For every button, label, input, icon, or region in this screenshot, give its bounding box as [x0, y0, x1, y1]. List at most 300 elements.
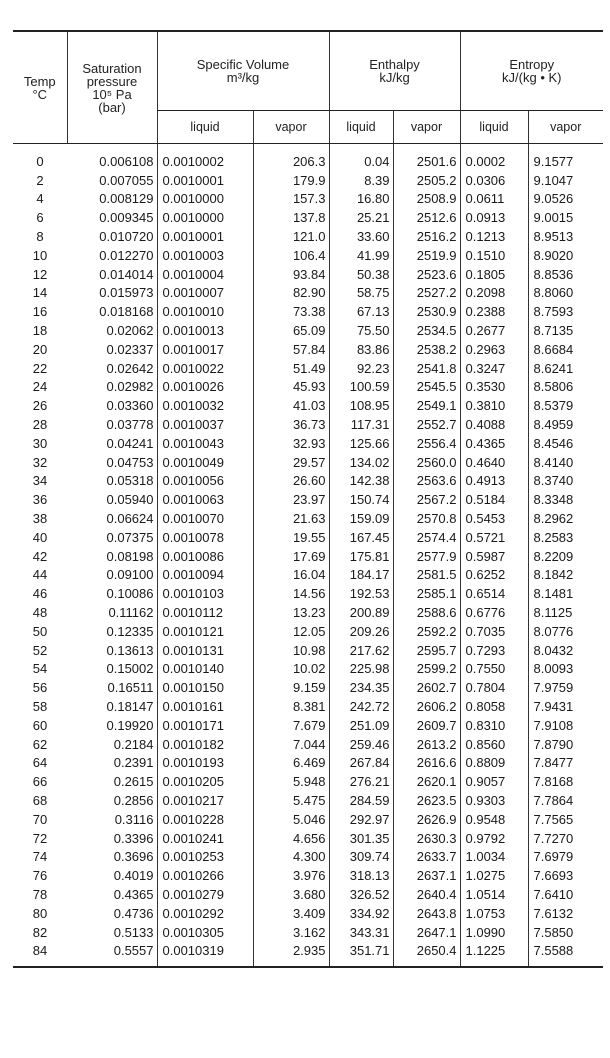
cell-sv-vapor: 17.69	[253, 547, 329, 566]
table-row	[13, 509, 603, 528]
cell-sv-vapor: 3.162	[253, 923, 329, 942]
table-row	[13, 697, 603, 716]
cell-s-liquid: 0.6514	[460, 584, 528, 603]
table-row	[13, 284, 603, 303]
cell-sv-liquid: 0.0010103	[157, 584, 253, 603]
cell-h-vapor: 2545.5	[393, 378, 460, 397]
table-row	[13, 547, 603, 566]
table-row	[13, 396, 603, 415]
cell-h-liquid: 284.59	[329, 791, 393, 810]
cell-temp: 40	[32, 529, 48, 545]
cell-pressure: 0.02337	[106, 341, 154, 357]
cell-s-vapor: 8.8060	[528, 284, 603, 303]
cell-sv-vapor: 3.409	[253, 904, 329, 923]
cell-pressure: 0.4736	[113, 905, 154, 921]
table-row	[13, 265, 603, 284]
cell-h-vapor: 2577.9	[393, 547, 460, 566]
cell-pressure: 0.014014	[99, 266, 154, 282]
table-row	[13, 716, 603, 735]
cell-h-liquid: 33.60	[329, 227, 393, 246]
cell-sv-vapor: 19.55	[253, 528, 329, 547]
cell-pressure: 0.03360	[106, 398, 154, 414]
cell-h-vapor: 2588.6	[393, 603, 460, 622]
cell-s-liquid: 0.4365	[460, 434, 528, 453]
cell-s-vapor: 8.2583	[528, 528, 603, 547]
cell-temp: 22	[32, 360, 48, 376]
cell-sv-vapor: 206.3	[253, 144, 329, 171]
cell-h-vapor: 2643.8	[393, 904, 460, 923]
cell-s-vapor: 8.7135	[528, 321, 603, 340]
cell-temp: 42	[32, 548, 48, 564]
cell-temp: 62	[32, 736, 48, 752]
table-row	[13, 641, 603, 660]
cell-s-liquid: 1.0990	[460, 923, 528, 942]
cell-s-liquid: 0.7293	[460, 641, 528, 660]
cell-h-vapor: 2613.2	[393, 735, 460, 754]
cell-s-vapor: 8.4140	[528, 453, 603, 472]
cell-h-vapor: 2538.2	[393, 340, 460, 359]
cell-sv-vapor: 32.93	[253, 434, 329, 453]
cell-sv-liquid: 0.0010112	[157, 603, 253, 622]
cell-sv-vapor: 179.9	[253, 171, 329, 190]
cell-pressure: 0.2856	[113, 792, 154, 808]
cell-h-vapor: 2606.2	[393, 697, 460, 716]
table-row	[13, 735, 603, 754]
table-row	[13, 566, 603, 585]
header-h-liquid: liquid	[329, 111, 393, 144]
cell-sv-vapor: 51.49	[253, 359, 329, 378]
cell-temp: 24	[32, 379, 48, 395]
cell-sv-liquid: 0.0010063	[157, 490, 253, 509]
cell-h-vapor: 2620.1	[393, 772, 460, 791]
cell-pressure: 0.09100	[106, 567, 154, 583]
table-row	[13, 847, 603, 866]
cell-sv-vapor: 8.381	[253, 697, 329, 716]
cell-pressure: 0.02982	[106, 379, 154, 395]
table-row	[13, 678, 603, 697]
cell-temp: 28	[32, 417, 48, 433]
cell-h-vapor: 2647.1	[393, 923, 460, 942]
cell-s-liquid: 0.0913	[460, 208, 528, 227]
cell-temp: 74	[32, 849, 48, 865]
cell-sv-liquid: 0.0010007	[157, 284, 253, 303]
cell-temp: 30	[32, 435, 48, 451]
cell-s-vapor: 8.8536	[528, 265, 603, 284]
cell-h-liquid: 25.21	[329, 208, 393, 227]
cell-temp: 82	[32, 924, 48, 940]
cell-sv-liquid: 0.0010001	[157, 171, 253, 190]
cell-sv-liquid: 0.0010171	[157, 716, 253, 735]
cell-h-liquid: 117.31	[329, 415, 393, 434]
cell-s-vapor: 8.3740	[528, 472, 603, 491]
cell-h-liquid: 150.74	[329, 490, 393, 509]
table-row	[13, 359, 603, 378]
cell-s-liquid: 0.1805	[460, 265, 528, 284]
table-row	[13, 171, 603, 190]
cell-sv-vapor: 4.656	[253, 829, 329, 848]
cell-sv-vapor: 157.3	[253, 190, 329, 209]
header-sv-liquid: liquid	[157, 111, 253, 144]
cell-h-vapor: 2592.2	[393, 622, 460, 641]
cell-h-vapor: 2581.5	[393, 566, 460, 585]
cell-temp: 58	[32, 699, 48, 714]
cell-s-vapor: 8.0432	[528, 641, 603, 660]
cell-sv-vapor: 21.63	[253, 509, 329, 528]
cell-h-liquid: 92.23	[329, 359, 393, 378]
cell-temp: 44	[32, 567, 48, 583]
header-entropy: Entropy kJ/(kg • K)	[460, 31, 603, 111]
cell-sv-vapor: 73.38	[253, 302, 329, 321]
cell-s-vapor: 8.4959	[528, 415, 603, 434]
table-row	[13, 603, 603, 622]
cell-sv-vapor: 4.300	[253, 847, 329, 866]
cell-sv-vapor: 7.679	[253, 716, 329, 735]
cell-h-vapor: 2630.3	[393, 829, 460, 848]
cell-sv-vapor: 14.56	[253, 584, 329, 603]
cell-s-liquid: 0.7804	[460, 678, 528, 697]
cell-h-vapor: 2512.6	[393, 208, 460, 227]
cell-h-liquid: 0.04	[329, 144, 393, 171]
cell-s-vapor: 7.7270	[528, 829, 603, 848]
cell-h-liquid: 75.50	[329, 321, 393, 340]
cell-sv-liquid: 0.0010022	[157, 359, 253, 378]
header-enthalpy: Enthalpy kJ/kg	[329, 31, 460, 111]
cell-s-vapor: 7.6979	[528, 847, 603, 866]
cell-h-vapor: 2633.7	[393, 847, 460, 866]
cell-sv-liquid: 0.0010266	[157, 866, 253, 885]
cell-s-vapor: 9.0015	[528, 208, 603, 227]
cell-sv-liquid: 0.0010070	[157, 509, 253, 528]
header-specific-volume: Specific Volume m³/kg	[157, 31, 329, 111]
cell-pressure: 0.08198	[106, 548, 154, 564]
cell-h-vapor: 2626.9	[393, 810, 460, 829]
cell-sv-vapor: 3.680	[253, 885, 329, 904]
cell-temp: 84	[13, 941, 67, 967]
table-row	[13, 866, 603, 885]
cell-sv-liquid: 0.0010043	[157, 434, 253, 453]
cell-pressure: 0.5133	[113, 924, 154, 940]
cell-sv-liquid: 0.0010010	[157, 302, 253, 321]
header-temp: Temp °C	[13, 31, 67, 144]
cell-s-vapor: 8.5806	[528, 378, 603, 397]
cell-h-vapor: 2567.2	[393, 490, 460, 509]
table-row	[13, 453, 603, 472]
table-row	[13, 340, 603, 359]
cell-h-vapor: 2585.1	[393, 584, 460, 603]
cell-s-liquid: 0.8560	[460, 735, 528, 754]
header-row-main	[13, 31, 603, 111]
cell-sv-vapor: 45.93	[253, 378, 329, 397]
cell-sv-vapor: 12.05	[253, 622, 329, 641]
cell-s-vapor: 7.8168	[528, 772, 603, 791]
cell-pressure: 0.06624	[106, 511, 154, 527]
table-row	[13, 190, 603, 209]
cell-h-liquid: 67.13	[329, 302, 393, 321]
cell-h-liquid: 83.86	[329, 340, 393, 359]
cell-temp: 8	[36, 229, 44, 245]
cell-pressure: 0.12335	[106, 623, 154, 639]
cell-sv-liquid: 0.0010131	[157, 641, 253, 660]
cell-temp: 54	[32, 661, 48, 677]
cell-temp: 64	[32, 755, 48, 771]
cell-sv-vapor: 36.73	[253, 415, 329, 434]
cell-h-vapor: 2501.6	[393, 144, 460, 171]
cell-s-liquid: 0.2388	[460, 302, 528, 321]
cell-s-liquid: 0.0306	[460, 171, 528, 190]
cell-pressure: 0.4365	[113, 886, 154, 902]
cell-s-vapor: 8.5379	[528, 396, 603, 415]
cell-s-liquid: 0.2963	[460, 340, 528, 359]
cell-sv-liquid: 0.0010228	[157, 810, 253, 829]
cell-s-liquid: 0.8809	[460, 754, 528, 773]
table-row	[13, 754, 603, 773]
cell-s-liquid: 0.3810	[460, 396, 528, 415]
cell-s-liquid: 1.1225	[460, 941, 528, 967]
cell-h-vapor: 2570.8	[393, 509, 460, 528]
cell-s-liquid: 0.0611	[460, 190, 528, 209]
cell-sv-liquid: 0.0010292	[157, 904, 253, 923]
cell-temp: 10	[32, 247, 48, 263]
cell-h-liquid: 41.99	[329, 246, 393, 265]
cell-s-vapor: 7.7864	[528, 791, 603, 810]
header-sv-vapor: vapor	[253, 111, 329, 144]
cell-temp: 68	[32, 792, 48, 808]
cell-s-vapor: 8.2209	[528, 547, 603, 566]
cell-s-vapor: 7.7565	[528, 810, 603, 829]
cell-temp: 70	[32, 811, 48, 827]
cell-sv-vapor: 23.97	[253, 490, 329, 509]
cell-temp: 6	[36, 210, 44, 226]
cell-pressure: 0.3396	[113, 830, 154, 846]
cell-sv-vapor: 2.935	[253, 941, 329, 967]
cell-s-vapor: 8.1481	[528, 584, 603, 603]
cell-temp: 20	[32, 341, 48, 357]
cell-pressure: 0.04241	[106, 435, 154, 451]
cell-temp: 26	[32, 398, 48, 414]
cell-sv-vapor: 13.23	[253, 603, 329, 622]
cell-h-liquid: 351.71	[329, 941, 393, 967]
cell-h-vapor: 2505.2	[393, 171, 460, 190]
cell-pressure: 0.006108	[99, 153, 154, 169]
table-row	[13, 472, 603, 491]
cell-s-vapor: 8.6241	[528, 359, 603, 378]
cell-s-liquid: 0.7035	[460, 622, 528, 641]
cell-temp: 12	[32, 266, 48, 282]
cell-h-liquid: 301.35	[329, 829, 393, 848]
cell-s-liquid: 0.9792	[460, 829, 528, 848]
table-body	[13, 144, 603, 968]
cell-s-vapor: 7.6410	[528, 885, 603, 904]
cell-sv-liquid: 0.0010205	[157, 772, 253, 791]
cell-s-vapor: 8.9513	[528, 227, 603, 246]
table-row	[13, 302, 603, 321]
cell-s-vapor: 8.3348	[528, 490, 603, 509]
cell-sv-vapor: 5.948	[253, 772, 329, 791]
cell-h-vapor: 2527.2	[393, 284, 460, 303]
cell-pressure: 0.008129	[99, 191, 154, 207]
cell-h-liquid: 8.39	[329, 171, 393, 190]
cell-h-vapor: 2616.6	[393, 754, 460, 773]
cell-s-liquid: 1.0275	[460, 866, 528, 885]
cell-h-vapor: 2549.1	[393, 396, 460, 415]
cell-temp: 80	[32, 905, 48, 921]
table-row	[13, 660, 603, 679]
cell-sv-liquid: 0.0010032	[157, 396, 253, 415]
cell-s-vapor: 7.5588	[528, 941, 603, 967]
cell-h-liquid: 267.84	[329, 754, 393, 773]
cell-s-liquid: 0.3530	[460, 378, 528, 397]
cell-temp: 4	[36, 191, 44, 207]
cell-pressure: 0.018168	[99, 304, 154, 320]
cell-pressure: 0.2615	[113, 774, 154, 790]
table-row	[13, 810, 603, 829]
header-pressure: Saturation pressure 10⁵ Pa (bar)	[67, 31, 157, 144]
cell-s-liquid: 0.8058	[460, 697, 528, 716]
cell-pressure: 0.4019	[113, 868, 154, 884]
cell-sv-liquid: 0.0010086	[157, 547, 253, 566]
cell-h-liquid: 192.53	[329, 584, 393, 603]
cell-h-vapor: 2516.2	[393, 227, 460, 246]
cell-sv-liquid: 0.0010026	[157, 378, 253, 397]
cell-sv-vapor: 121.0	[253, 227, 329, 246]
table-row	[13, 622, 603, 641]
cell-sv-liquid: 0.0010001	[157, 227, 253, 246]
cell-s-vapor: 9.1577	[528, 144, 603, 171]
cell-pressure: 0.03778	[106, 417, 154, 433]
cell-sv-liquid: 0.0010094	[157, 566, 253, 585]
cell-s-liquid: 0.4088	[460, 415, 528, 434]
cell-s-vapor: 8.6684	[528, 340, 603, 359]
cell-temp: 34	[32, 473, 48, 489]
cell-sv-vapor: 29.57	[253, 453, 329, 472]
cell-sv-liquid: 0.0010078	[157, 528, 253, 547]
cell-temp: 18	[32, 323, 48, 339]
cell-pressure: 0.2391	[113, 755, 154, 771]
cell-h-liquid: 343.31	[329, 923, 393, 942]
cell-sv-liquid: 0.0010140	[157, 660, 253, 679]
cell-pressure: 0.04753	[106, 454, 154, 470]
cell-s-vapor: 8.2962	[528, 509, 603, 528]
cell-sv-liquid: 0.0010193	[157, 754, 253, 773]
cell-sv-vapor: 137.8	[253, 208, 329, 227]
cell-s-vapor: 7.8790	[528, 735, 603, 754]
cell-temp: 66	[32, 774, 48, 790]
cell-h-liquid: 108.95	[329, 396, 393, 415]
cell-sv-liquid: 0.0010121	[157, 622, 253, 641]
cell-sv-liquid: 0.0010049	[157, 453, 253, 472]
table-row	[13, 791, 603, 810]
cell-temp: 52	[32, 642, 48, 658]
cell-s-liquid: 0.9303	[460, 791, 528, 810]
cell-h-vapor: 2602.7	[393, 678, 460, 697]
cell-pressure: 0.3116	[114, 811, 154, 827]
cell-sv-vapor: 6.469	[253, 754, 329, 773]
header-s-liquid: liquid	[460, 111, 528, 144]
table-row	[13, 829, 603, 848]
cell-s-liquid: 0.6776	[460, 603, 528, 622]
cell-s-liquid: 0.5184	[460, 490, 528, 509]
cell-s-liquid: 0.5453	[460, 509, 528, 528]
cell-pressure: 0.11162	[108, 605, 154, 621]
cell-h-liquid: 309.74	[329, 847, 393, 866]
cell-h-liquid: 175.81	[329, 547, 393, 566]
cell-temp: 46	[32, 586, 48, 602]
table-row	[13, 321, 603, 340]
cell-h-liquid: 200.89	[329, 603, 393, 622]
cell-pressure: 0.012270	[99, 247, 154, 263]
cell-s-vapor: 7.9108	[528, 716, 603, 735]
cell-temp: 48	[32, 605, 48, 621]
cell-sv-vapor: 5.475	[253, 791, 329, 810]
cell-pressure: 0.13613	[106, 642, 154, 658]
cell-pressure: 0.007055	[99, 172, 154, 188]
cell-h-liquid: 58.75	[329, 284, 393, 303]
cell-sv-liquid: 0.0010241	[157, 829, 253, 848]
cell-pressure: 0.2184	[113, 736, 154, 752]
cell-h-liquid: 134.02	[329, 453, 393, 472]
cell-h-liquid: 50.38	[329, 265, 393, 284]
table-row	[13, 528, 603, 547]
cell-h-liquid: 217.62	[329, 641, 393, 660]
cell-temp: 38	[32, 511, 48, 527]
cell-s-liquid: 0.4913	[460, 472, 528, 491]
cell-pressure: 0.010720	[99, 229, 154, 245]
cell-pressure: 0.009345	[99, 210, 154, 226]
cell-sv-vapor: 26.60	[253, 472, 329, 491]
cell-s-liquid: 0.2098	[460, 284, 528, 303]
cell-h-vapor: 2508.9	[393, 190, 460, 209]
cell-sv-liquid: 0.0010000	[157, 208, 253, 227]
cell-sv-vapor: 82.90	[253, 284, 329, 303]
cell-sv-liquid: 0.0010150	[157, 678, 253, 697]
cell-h-liquid: 242.72	[329, 697, 393, 716]
cell-h-vapor: 2560.0	[393, 453, 460, 472]
cell-s-vapor: 8.4546	[528, 434, 603, 453]
table-row	[13, 584, 603, 603]
cell-h-liquid: 100.59	[329, 378, 393, 397]
cell-pressure: 0.02062	[106, 323, 154, 339]
cell-sv-liquid: 0.0010161	[157, 697, 253, 716]
table-row	[13, 208, 603, 227]
cell-h-liquid: 276.21	[329, 772, 393, 791]
table-row	[13, 227, 603, 246]
cell-s-liquid: 1.0034	[460, 847, 528, 866]
cell-s-vapor: 7.9759	[528, 678, 603, 697]
header-s-vapor: vapor	[528, 111, 603, 144]
cell-sv-vapor: 9.159	[253, 678, 329, 697]
cell-temp: 0	[36, 153, 44, 169]
cell-h-vapor: 2595.7	[393, 641, 460, 660]
cell-temp: 78	[32, 886, 48, 902]
cell-h-liquid: 292.97	[329, 810, 393, 829]
cell-s-liquid: 0.0002	[460, 144, 528, 171]
cell-h-vapor: 2541.8	[393, 359, 460, 378]
table-row	[13, 434, 603, 453]
cell-h-vapor: 2552.7	[393, 415, 460, 434]
cell-s-vapor: 7.6132	[528, 904, 603, 923]
cell-s-liquid: 0.6252	[460, 566, 528, 585]
cell-pressure: 0.05318	[106, 473, 154, 489]
cell-sv-vapor: 10.02	[253, 660, 329, 679]
cell-sv-vapor: 93.84	[253, 265, 329, 284]
cell-sv-liquid: 0.0010013	[157, 321, 253, 340]
cell-s-liquid: 0.3247	[460, 359, 528, 378]
cell-h-liquid: 209.26	[329, 622, 393, 641]
cell-temp: 60	[32, 717, 48, 733]
cell-sv-vapor: 10.98	[253, 641, 329, 660]
cell-sv-vapor: 3.976	[253, 866, 329, 885]
cell-h-vapor: 2574.4	[393, 528, 460, 547]
